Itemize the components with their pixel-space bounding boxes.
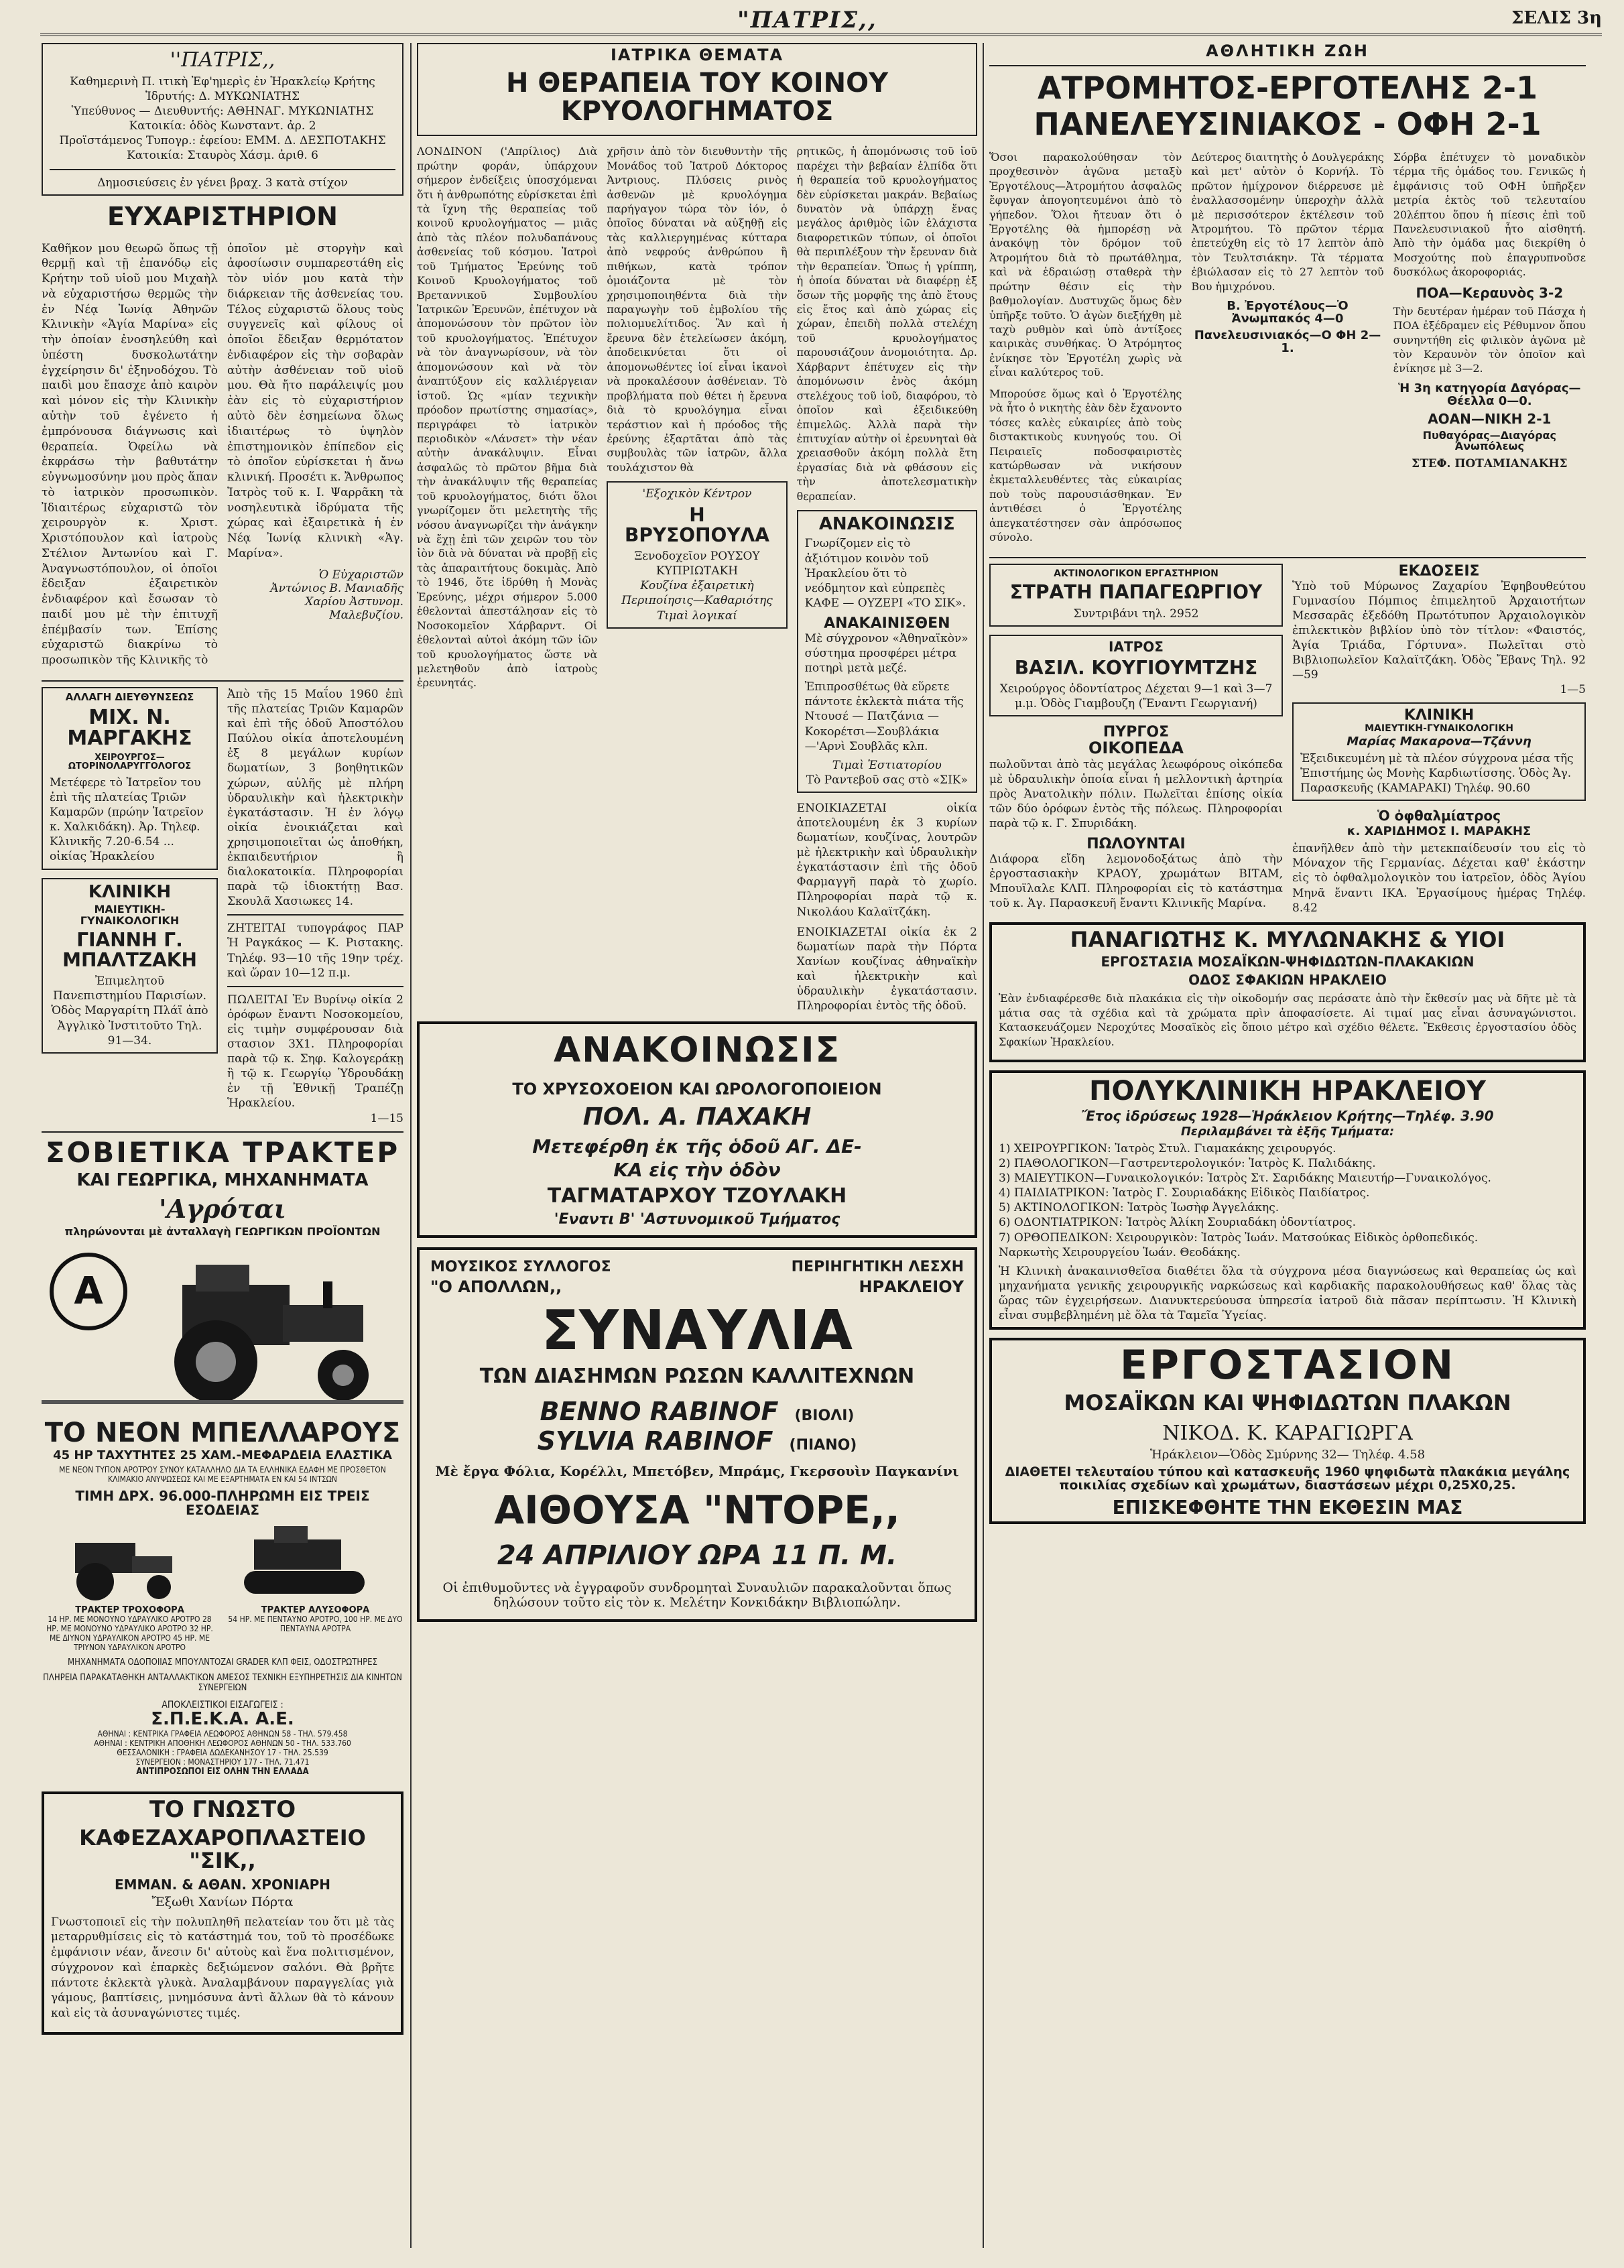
info-line: Κατοικία: Σταυρὸς Χάσμ. ἀριθ. 6 — [127, 149, 318, 163]
clinic-ad — [42, 878, 218, 1054]
masthead-rule — [40, 34, 1602, 36]
performer-a: BENNO RABINOF — [540, 1397, 779, 1427]
sports-headline-b: ΠΑΝΕΛΕΥΣΙΝΙΑΚΟΣ - ΟΦΗ 2-1 — [1034, 106, 1542, 143]
mylonakis-name: ΠΑΝΑΓΙΩΤΗΣ Κ. ΜΥΛΩΝΑΚΗΣ & ΥΙΟΙ — [1070, 926, 1505, 952]
right-classifieds — [989, 564, 1586, 916]
jeweler-notice-title: ΑΝΑΚΟΙΝΩΣΙΣ — [554, 1030, 840, 1071]
xray-name: ΣΤΡΑΤΗ ΠΑΠΑΓΕΩΡΓΙΟΥ — [1009, 581, 1263, 604]
concert-org-a-name: "Ο ΑΠΟΛΛΩΝ,, — [430, 1277, 562, 1297]
tractor-icon — [42, 1245, 403, 1412]
importer-line: ΑΝΤΙΠΡΟΣΩΠΟΙ ΕΙΣ ΟΛΗΝ ΤΗΝ ΕΛΛΑΔΑ — [136, 1766, 309, 1777]
sale-title: ΠΩΛΟΥΝΤΑΙ — [1086, 836, 1186, 853]
info-box-title: ''ΠΑΤΡΙΣ,, — [170, 48, 275, 72]
address-change-title: ΑΛΛΑΓΗ ΔΙΕΥΘΥΝΣΕΩΣ — [65, 690, 194, 703]
mylonakis-ad — [989, 922, 1586, 1062]
concert-org-a: ΜΟΥΣΙΚΟΣ ΣΥΛΛΟΓΟΣ — [430, 1259, 611, 1276]
publications-ref: 1—5 — [1560, 683, 1586, 697]
sports-headline-a: ΑΤΡΟΜΗΤΟΣ-ΕΡΓΟΤΕΛΗΣ 2-1 — [1037, 70, 1538, 107]
sik-notice-text: Γνωρίζομεν εἰς τὸ ἀξιότιμον κοινὸν τοῦ Ἡρακλείου ὅτι τὸ νεόδμητον καὶ εὐπρεπὲς ΚΑΦΕ — ΟΥΖΕΡΙ «ΤΟ ΣΙΚ». — [804, 537, 966, 610]
tractor-farmers: 'Αγρόται — [158, 1194, 287, 1224]
sik-reopen-sign: Τιμαὶ Ἐστιατορίου — [832, 758, 942, 772]
maternity-clinic-ad — [1292, 702, 1586, 801]
clinic-text: Ἐπιμελητοῦ Πανεπιστημίου Παρισίων. Ὁδὸς Μαργαρίτη Πλάϊ ἀπὸ Ἀγγλικὸ Ἰνστιτοῦτο Τηλ. 91—34. — [51, 974, 208, 1048]
sports-text-a: Ὅσοι παρακολούθησαν τὸν προχθεσινὸν ἀγῶνα μεταξὺ Ἐργοτέλους—Ἀτρομήτου ἀσφαλῶς ἔφυγαν ἀπογοητευμένοι ἀπὸ τὸ γήπεδον. Ὅλοι ἤτευαν ὅτι ὁ Ἐργοτέλης θὰ ἠμπορέσῃ νὰ ἀνακόψῃ τὸν δρόμον τοῦ Ἀτρομήτου διὰ τὸ πρωτάθλημα, καὶ νὰ ἐδραιώσῃ σταθερὰ τὴν πρώτην θέσιν εἰς τὴν βαθμολογίαν. Δυστυχῶς ὅμως δὲν ὑπῆρξε τοῦτο. Ὁ ἀγὼν διεξήχθη μὲ ταχὺ ρυθμὸν καὶ ὑπὸ ἀντίξοες καιρικὰς συνθήκας. Ὁ Ἀτρόμητος ἐνίκησε τὸν Ἐργοτέλη χωρὶς νὰ εἶναι καλύτερος τοῦ. — [989, 150, 1182, 379]
dentist-title: ΙΑΤΡΟΣ — [1109, 638, 1164, 655]
concert-title: ΣΥΝΑΥΛΙΑ — [541, 1299, 853, 1363]
importer-line: ΑΘΗΝΑΙ : ΚΕΝΤΡΙΚΑ ΓΡΑΦΕΙΑ ΛΕΩΦΟΡΟΣ ΑΘΗΝΩΝ 58 - ΤΗΛ. 579.458 — [97, 1728, 348, 1739]
tractor-ad — [42, 1135, 403, 1777]
tractor-models — [42, 1523, 403, 1653]
rental-ad: Ἀπὸ τῆς 15 Μαΐου 1960 ἐπὶ τῆς πλατείας Τριῶν Καμαρῶν καὶ ἐπὶ τῆς ὁδοῦ Ἀποστόλου Παύλου οἰκία ἀποτελουμένη ἐξ 8 μεγάλων κυρίων δωματίων, 3 βοηθητικῶν χώρων, αὐλῆς μὲ πλήρη ὑδραυλικὴν καὶ ἠλεκτρικὴν ἐγκατάστασιν. Ἡ ἐν λόγῳ οἰκία ἐνοικιάζεται καὶ χρησιμοποιεῖται ὡς ἀποθήκη, ἐκπαιδευτήριον ἢ διαλοκατοικία. Πληροφορίαι παρὰ τῷ ἰδιοκτήτῃ Βασ. Σκουλᾶ Χασιωκες 14. — [227, 687, 403, 909]
sale-ad: ΠΩΛΕΙΤΑΙ Ἐν Βυρίνῳ οἰκία 2 ὀρόφων ἔναντι Νοσοκομείου, εἰς τιμὴν συμφέρουσαν διὰ στασιον 3Χ1. Πληροφορίαι παρὰ τῷ κ. Σηφ. Καλογεράκῃ ἢ τῷ κ. Γεωργίῳ Ὑδρουδάκῃ ἐν τῇ Ἐθνικῇ Τραπέζῃ Ἡρακλείου. — [227, 993, 403, 1111]
concert-org-b: ΠΕΡΙΗΓΗΤΙΚΗ ΛΕΣΧΗ — [791, 1259, 964, 1276]
performer-b-instrument: (ΠΙΑΝΟ) — [789, 1436, 857, 1454]
info-line: Καθημερινὴ Π. ιτικὴ Ἐφ'ημερὶς ἐν Ἡρακλείῳ Κρήτης — [70, 75, 375, 88]
jeweler-street: ΤΑΓΜΑΤΑΡΧΟΥ ΤΖΟΥΛΑΚΗ — [547, 1184, 847, 1208]
factory-subtitle: ΜΟΣΑΪΚΩΝ ΚΑΙ ΨΗΦΙΔΩΤΩΝ ΠΛΑΚΩΝ — [1064, 1390, 1511, 1416]
medical-article — [417, 43, 977, 136]
masthead — [40, 5, 1602, 34]
tractor-title: ΣΟΒΙΕΤΙΚΑ ΤΡΑΚΤΕΡ — [45, 1135, 400, 1169]
factory-text: ΔΙΑΘΕΤΕΙ τελευταίου τύπου καὶ κατασκευῆς 1960 ψηφιδωτὰ πλακάκια μεγάλης ποικιλίας σχεδίων καὶ χρωμάτων, διαστάσεων μέχρι 0,25Χ0,25. — [1005, 1464, 1570, 1493]
score-result: Β. Ἐργοτέλους—Ὁ Ἀνωμπακός 4—0 — [1227, 299, 1349, 326]
tower-title: ΠΥΡΓΟΣ — [1103, 724, 1170, 741]
spare-parts-text: ΠΛΗΡΕΙΑ ΠΑΡΑΚΑΤΑΘΗΚΗ ΑΝΤΑΛΛΑΚΤΙΚΩΝ ΑΜΕΣΟΣ ΤΕΧΝΙΚΗ ΕΞΥΠΗΡΕΤΗΣΙΣ ΔΙΑ ΚΙΝΗΤΩΝ ΣΥΝΕΡΓΕΙΩΝ — [43, 1673, 402, 1694]
score-result: Ἡ 3η κατηγορία Δαγόρας—Θέελλα 0—0. — [1398, 381, 1581, 408]
medical-section: ΙΑΤΡΙΚΑ ΘΕΜΑΤΑ — [610, 46, 784, 64]
ophthalmologist-name: κ. ΧΑΡΙΔΗΜΟΣ Ι. ΜΑΡΑΚΗΣ — [1347, 824, 1532, 839]
crawler-tractor-text: 54 ΗΡ. ΜΕ ΠΕΝΤΑΥΝΟ ΑΡΟΤΡΟ, 100 ΗΡ. ΜΕ ΔΥΟ ΠΕΝΤΑΥΝΑ ΑΡΟΤΡΑ — [228, 1615, 403, 1634]
clinic-title: ΚΛΙΝΙΚΗ — [88, 881, 172, 902]
sports-signature: ΣΤΕΦ. ΠΟΤΑΜΙΑΝΑΚΗΣ — [1412, 457, 1568, 471]
thanks-title: ΕΥΧΑΡΙΣΤΗΡΙΟΝ — [107, 201, 338, 231]
cafe-name: ΚΑΦΕΖΑΧΑΡΟΠΛΑΣΤΕΙΟ "ΣΙΚ,, — [79, 1825, 366, 1873]
column-1 — [42, 43, 403, 2043]
polyclinic-department: 5) ΑΚΤΙΝΟΛΟΓΙΚΟΝ: Ἰατρὸς Ἰωσὴφ Ἀγγελάκης. — [999, 1201, 1279, 1215]
sik-notice-title: ΑΝΑΚΟΙΝΩΣΙΣ — [818, 514, 955, 535]
polyclinic-department: 4) ΠΑΙΔΙΑΤΡΙΚΟΝ: Ἰατρὸς Γ. Σουριαδάκης Εἰδικὸς Παιδίατρος. — [999, 1186, 1370, 1200]
thanks-sign-name: Ἀντώνιος Β. Μανιαδῆς Χαρίου Ἀστυνομ. Μαλεβυζίου. — [270, 581, 403, 622]
jeweler-line-c: Μετεφέρθη ἐκ τῆς ὁδοῦ ΑΓ. ΔΕ- — [532, 1135, 862, 1157]
concert-program: Μὲ ἔργα Φόλια, Κορέλλι, Μπετόβεν, Μπράμς, Γκερσουὶν Παγκανίνι — [435, 1462, 959, 1479]
xray-ad — [989, 564, 1283, 627]
sports-section: ΑΘΛΗΤΙΚΗ ΖΩΗ — [1206, 43, 1369, 60]
cafe-location: Ἔξωθι Χανίων Πόρτα — [151, 1894, 294, 1909]
sik-reopen-text: Μὲ σύγχρονον «Ἀθηναϊκὸν» σύστημα προσφέρει μέτρα ποτηρὶ μετὰ μεζέ. — [804, 631, 969, 676]
publications-title: ΕΚΔΟΣΕΙΣ — [1398, 562, 1480, 580]
cafe-text: Γνωστοποιεῖ εἰς τὴν πολυπληθῆ πελατείαν του ὅτι μὲ τὰς μεταρρυθμίσεις εἰς τὸ κατάστημά του, τοῦ τὸ προσέδωκε ἐμφάνισιν νέαν, ἄνεσιν δι' αὐτοὺς καὶ ἕνα πολιτισμένον, σύγχρονον καὶ ἐπαρκὲς δεξιώμενον σαλόνι. Θὰ βρῆτε πάντοτε ἐκλεκτὰ γλυκὰ. Ἀναλαμβάνουν παραγγελίας γιὰ γάμους, βαπτίσεις, μνημόσυνα ἀντὶ ἄλλων θὰ τὸ κάνουν καὶ εἰς τὰ ἀσυναγώνιστες τιμές. — [51, 1915, 394, 2021]
maternity-clinic-subtitle: ΜΑΙΕΥΤΙΚΗ-ΓΥΝΑΙΚΟΛΟΓΙΚΗ — [1365, 722, 1513, 734]
concert-subscription: Οἱ ἐπιθυμοῦντες νὰ ἐγγραφοῦν συνδρομηταὶ Συναυλιῶν παρακαλοῦνται ὅπως δηλώσουν τοῦτο εἰς τὸν κ. Μελέτην Κονκιδάκην Βιβλιοπώλην. — [442, 1580, 952, 1610]
clinic-subtitle: ΜΑΙΕΥΤΙΚΗ-ΓΥΝΑΙΚΟΛΟΓΙΚΗ — [80, 902, 180, 927]
info-line: Ἱδρυτής: Δ. ΜΥΚΩΝΙΑΤΗΣ — [145, 90, 300, 104]
polyclinic-department: 2) ΠΑΘΟΛΟΓΙΚΟΝ—Γαστρεντερολογικόν: Ἰατρὸς Κ. Παλιδάκης. — [999, 1157, 1376, 1171]
importer-name: Σ.Π.Ε.Κ.Α. Α.Ε. — [151, 1709, 294, 1730]
medical-text-b: χρῆσιν ἀπὸ τὸν διευθυντὴν τῆς Μονάδος τοῦ Ἰατροῦ Δόκτορος Ἀντριους. Πλύσεις ρινὸς ἀσθενῶν μὲ κρυολόγημα παρήγαγον τώρα τὸν ἰόν, ὁ ὁποῖος δύναται νὰ αὐξηθῇ εἰς τὰς καλλιεργημένας κύτταρα ἀπὸ νεφρούς ἀνθρώπου ἢ πιθήκων, κατὰ τρόπον ὁμοιάζοντα μὲ τὸν χρησιμοποιηθέντα διὰ τὴν παραγωγὴν τοῦ ἐμβολίου τῆς πολιομυελίτιδος. Ἂν καὶ ἡ ἔρευνα δὲν ἐτελείωσεν ἀκόμη, ἀποδεικνύεται ὅτι οἱ ἀπομονωθέντες ἰοί εἶναι ἱκανοὶ νὰ προκαλέσουν ἀσθένειαν. Τὸ προβλήματα ποὺ θέτει ἡ ἔρευνα διὰ τὸ κρυολόγημα εἶναι τεράστιον καὶ ἡ πρόοδος τῆς ἐρεύνης ἐξαρτᾶται ἀπὸ τὰς συμβουλὰς τῶν ἰατρῶν, ἄλλα τουλάχιστον θὰ — [607, 145, 788, 474]
jeweler-location: 'Εναντι Β' 'Αστυνομικοῦ Τμήματος — [554, 1211, 840, 1228]
wheeled-tractor-title: ΤΡΑΚΤΕΡ ΤΡΟΧΟΦΟΡΑ — [75, 1604, 184, 1615]
tractor-payment: πληρώνονται μὲ ἀνταλλαγὴ ΓΕΩΡΓΙΚΩΝ ΠΡΟΪΟΝΤΩΝ — [64, 1225, 381, 1238]
rent-ad-a: ΕΝΟΙΚΙΑΖΕΤΑΙ οἰκία ἀποτελουμένη ἐκ 3 κυρίων δωματίων, κουζίνας, λουτρῶν μὲ ἠλεκτρικὴν καὶ ὑδραυλικὴν ἐγκατάστασιν ἐπὶ τῆς ὁδοῦ Φαρμαγγῆ παρὰ τὸ χωρίο. Πληροφορίαι παρὰ τῷ κ. Νικολάου Καλαϊτζάκη. — [796, 801, 977, 919]
concert-date: 24 ΑΠΡΙΛΙΟΥ ΩΡΑ 11 Π. Μ. — [497, 1539, 897, 1571]
concert-subtitle: ΤΩΝ ΔΙΑΣΗΜΩΝ ΡΩΣΩΝ ΚΑΛΛΙΤΕΧΝΩΝ — [479, 1364, 915, 1388]
column-rule — [983, 43, 984, 2248]
importer-label: ΑΠΟΚΛΕΙΣΤΙΚΟΙ ΕΙΣΑΓΩΓΕΙΣ : — [162, 1700, 284, 1711]
dentist-text: Χειρούργος ὀδοντίατρος Δέχεται 9—1 καὶ 3—7 μ.μ. Ὁδὸς Γιαμβουζη (Ἔναντι Γεωργιανή) — [999, 682, 1273, 711]
polyclinic-ad — [989, 1070, 1586, 1330]
jeweler-name: ΠΟΛ. Α. ΠΑΧΑΚΗ — [582, 1103, 812, 1131]
medical-headline: Η ΘΕΡΑΠΕΙΑ ΤΟΥ ΚΟΙΝΟΥ ΚΡΥΟΛΟΓΗΜΑΤΟΣ — [505, 68, 889, 127]
info-line: Κατοικία: ὁδὸς Κωνσταντ. ἀρ. 2 — [129, 119, 316, 133]
polyclinic-department: 7) ΟΡΘΟΠΕΔΙΚΟΝ: Χειρουργικὸν: Ἰατρὸς Ἰωάν. Ματσούκας Εἰδικὸς ὀρθοπεδικός. — [999, 1231, 1479, 1245]
column-center — [417, 43, 977, 1630]
column-rule — [410, 43, 412, 2248]
plots-title: ΟΙΚΟΠΕΔΑ — [1088, 739, 1184, 758]
dentist-ad — [989, 635, 1283, 717]
concert-venue: ΑΙΘΟΥΣΑ "ΝΤΟΡΕ,, — [494, 1487, 900, 1533]
wheeled-tractor-text: 14 ΗΡ. ΜΕ ΜΟΝΟΥΝΟ ΥΔΡΑΥΛΙΚΟ ΑΡΟΤΡΟ 28 ΗΡ. ΜΕ ΜΟΝΟΥΝΟ ΥΔΡΑΥΛΙΚΟ ΑΡΟΤΡΟ 32 ΗΡ. ΜΕ ΔΙΥΝΟΝ ΥΔΡΑΥΛΙΚΟΝ ΑΡΟΤΡΟ 45 ΗΡ. ΜΕ ΤΡΙΥΝΟΝ ΥΔΡΑΥΛΙΚΟΝ ΑΡΟΤΡΟ — [46, 1615, 213, 1653]
concert-org-b-city: ΗΡΑΚΛΕΙΟΥ — [859, 1277, 964, 1297]
polyclinic-departments-label: Περιλαμβάνει τὰ ἑξῆς Τμήματα: — [1180, 1125, 1395, 1139]
concert-ad — [417, 1247, 977, 1622]
xray-address: Συντριβάνι τηλ. 2952 — [1073, 607, 1199, 621]
jeweler-line-d: ΚΑ εἰς τὴν ὁδὸν — [613, 1159, 781, 1182]
ophthalmologist-text: ἐπανῆλθεν ἀπὸ τὴν μετεκπαίδευσίν του εἰς τὸ Μόναχον τῆς Γερμανίας. Δέχεται καθ' ἑκάστην εἰς τὸ ὀφθαλμολογικὸν του ἰατρεῖον, ὁδὸς Ἁγίου Μηνᾶ ἔναντι ΙΚΑ. Ἐργασίμους ἡμέρας Τηλέφ. 8.42 — [1292, 842, 1586, 915]
score-result: Πανελευσινιακός—Ο ΦΗ 2—1. — [1194, 328, 1381, 355]
road-machinery-text: ΜΗΧΑΝΗΜΑΤΑ ΟΔΟΠΟΙΙΑΣ ΜΠΟΥΛΝΤΟΖΑΙ GRADER ΚΛΠ ΦΕΙΣ, ΟΔΟΣΤΡΩΤΗΡΕΣ — [68, 1657, 377, 1668]
address-change-text: Μετέφερε τὸ Ἰατρεῖον του ἐπὶ τῆς πλατείας Τριῶν Καμαρῶν (πρώην Ἰατρεῖον κ. Χαλκιδάκη). Ἀρ. Τηλεφ. Κλινικῆς 7.20-6.54 ... οἰκίας Ἡρακλείου — [50, 776, 204, 864]
masthead-title: "ΠΑΤΡΙΣ,, — [737, 7, 877, 34]
score-text: Τὴν δευτέραν ἡμέραν τοῦ Πάσχα ἡ ΠΟΑ ἐξέδραμεν εἰς Ρέθυμνον ὅπου συνηντήθη εἰς φιλικὸν ἀγῶνα μὲ τὸν Κεραυνὸν τὸν ὁποῖον καὶ ἐνίκησε μὲ 3—2. — [1393, 304, 1586, 375]
page-number: ΣΕΛΙΣ 3η — [1511, 8, 1602, 28]
performer-b: SYLVIA RABINOF — [537, 1426, 773, 1456]
polyclinic-department: Ναρκωτὴς Χειρουργείου Ἰωάν. Θεοδάκης. — [999, 1245, 1241, 1259]
sik-notice — [797, 510, 977, 793]
crawler-tractor-icon — [227, 1523, 381, 1603]
sports-text-d: Σόρβα ἐπέτυχεν τὸ μοναδικὸν τέρμα τῆς ὁμάδος του. Γενικῶς ἡ ἐμφάνισις τοῦ ΟΦΗ ὑπῆρξεν μετρία ἐκτὸς τοῦ τελευταίου 20λέπτου ὅπου ἡ πίεσις ἐπὶ τοῦ Πανελευσινιακοῦ ἦτο αἰσθητή. Ἀπὸ τὴν ὁμάδα μας διεκρίθη ὁ Μοσχούτης ποὺ ἐπαγρυπνοῦσε δυσκόλως ἀκοροφοριάς. — [1393, 150, 1586, 279]
maternity-clinic-text: Ἐξειδικευμένη μὲ τὰ πλέον σύγχρονα μέσα τῆς Ἐπιστήμης ὡς Μονὴς Καρδιωτίσσης. Ὁδὸς Ἀγ. Παρασκευῆς (ΚΑΜΑΡΑΚΙ) Τηλέφ. 90.60 — [1300, 752, 1574, 796]
sports-text-c: Δεύτερος διαιτητὴς ὁ Δουλγεράκης καὶ μετ' αὐτὸν ὁ Κορνήλ. Τὸ πρῶτον ἡμίχρονον διέρρευσε μὲ ἐναλλασσομένην ὑπεροχὴν ἀλλὰ μὲ περισσότερον ἐκτέλεσιν τοῦ Ἀτρομήτου. Τὸ πρῶτον τέρμα ἐπετεύχθη εἰς τὸ 17 λεπτὸν ἀπὸ τὸν Τευλτσιάκην. Τὰ τέρματα ἐβιώλασαν εἰς τὸ 27 λεπτὸν τοῦ Βου ἡμιχρόνου. — [1191, 150, 1384, 293]
jeweler-line-a: ΤΟ ΧΡΥΣΟΧΟΕΙΟΝ ΚΑΙ ΩΡΟΛΟΓΟΠΟΙΕΙΟΝ — [512, 1079, 882, 1098]
tractor-spec: 45 ΗΡ ΤΑΧΥΤΗΤΕΣ 25 ΧΑΜ.-ΜΕΦΑΡΔΕΙΑ ΕΛΑΣΤΙΚΑ — [53, 1448, 392, 1462]
address-change-ad — [42, 687, 218, 870]
rent-ad-b: ΕΝΟΙΚΙΑΖΕΤΑΙ οἰκία ἐκ 2 δωματίων παρὰ τὴν Πόρτα Χανίων κουζίνας ἀθηναϊκὴν καὶ ἠλεκτρικὴν καὶ ὑδραυλικὴν ἐγκατάστασιν. Πληροφορίαι ἐντὸς τῆς ὁδοῦ. — [796, 925, 977, 1013]
bar-ad-text: Κουζίνα ἐξαιρετικὴ Περιποίησις—Καθαριότης Τιμαὶ λογικαί — [621, 579, 773, 623]
polyclinic-title: ΠΟΛΥΚΛΙΝΙΚΗ ΗΡΑΚΛΕΙΟΥ — [1089, 1076, 1486, 1107]
thanks-text-a: Καθῆκον μου θεωρῶ ὅπως τῇ θερμῇ καὶ τῇ ἐπανόδῳ εἰς Κρήτην τοῦ υἱοῦ μου Μιχαὴλ νὰ εὐχαριστήσω θερμῶς τὴν ἐν Νέᾳ Ἰωνίᾳ Ἀθηνῶν Κλινικὴν «Ἁγία Μαρίνα» εἰς τὴν ὁποίαν ἐνοσηλεύθη καὶ ὑπέστη δυσκολωτάτην ἐγχείρησιν δι' ἐξηνοδόχου. Τὸ παιδὶ μου ἔπασχε ἀπὸ καιρὸν καὶ μόνον εἰς τὴν Κλινικὴν αὐτὴν τοῦ ἐγένετο ἡ ἐμπρόνουσα διάγνωσις καὶ θεραπεία. Ὀφείλω νὰ ἐκφράσω τὴν βαθυτάτην εὐγνωμοσύνην μου πρὸς ἅπαν τὸ ἰατρικὸν προσωπικὸν. Ἰδιαιτέρως εὐχαριστῶ τὸν χειρουργὸν κ. Χριστ. Χριστόπουλον καὶ ἰατροὺς Στέλιον Ἀντωνίου καὶ Γ. Ἀναγνωστόπουλον, οἱ ὁποῖοι ἔδειξαν ἐξαιρετικὸν ἐνδιαφέρον καὶ ἔσωσαν τὸ παιδί μου μὲ τὴν ἐπιτυχῆ ἐπέμβασίν των. Ἐπίσης εὐχαριστῶ διακρίνω τὸ προσωπικὸν τῆς Κλινικῆς τὸ — [42, 241, 218, 668]
sik-reopen-title: ΑΝΑΚΑΙΝΙΣΘΕΝ — [824, 615, 950, 632]
sale-text: Διάφορα εἴδη λεμονοδοξάτως ἀπὸ τὴν ἐργοστασιακὴν ΚΡΑΟΥ, χρωμάτων ΒΙΤΑΜ, Μπουϊλαλε ΚΛΠ. Πληροφορίαι εἰς τὸ κατάστημα τοῦ κ. Ἀγ. Παρασκευῆ ἔναντι Κλινικῆς Μαρίνα. — [989, 853, 1283, 911]
plots-text: πωλοῦνται ἀπὸ τὰς μεγάλας λεωφόρους οἰκόπεδα μὲ ὑδραυλικὴν ὁποία εἶναι ἡ μελλοντικὴ ἀρτηρία πρὸς Ἀνατολικὴν πόλιν. Πωλεῖται ἐπίσης οἰκία τῶν δύο ὀρόφων ἐντὸς τῆς πόλεως. Πληροφορίαι παρὰ τῷ κ. Γ. Σπυριδάκη. — [989, 757, 1283, 830]
sale-ad-ref: 1—15 — [370, 1111, 403, 1125]
crawler-tractor-title: ΤΡΑΚΤΕΡ ΑΛΥΣΟΦΟΡΑ — [261, 1604, 370, 1615]
thanks-text-b: ὁποῖον μὲ στοργὴν καὶ ἀφοσίωσιν συμπαρεστάθη εἰς τὸν υἱόν μου κατὰ τὴν διάρκειαν τῆς ἀσθενείας του. Τέλος εὐχαριστῶ ὅλους τοὺς συγγενεῖς καὶ φίλους οἱ ὁποῖοι ἔδειξαν θερμότατον ἐνδιαφέρον εἰς τὴν σοβαρὰν αὐτὴν ἀσθένειαν τοῦ υἱοῦ μου. Θὰ ἤτο παράλειψίς μου ἐὰν εἰς τὸ εὐχαριστήριον αὐτὸ δὲν ἐσημείωνα ὅλως ἰδιαιτέρως τὸ ὑψηλὸν ἐπιστημονικὸν ἐπίπεδον εἰς τὸ ὁποῖον εὑρίσκεται ἡ ἄνω κλινική. Προσέτι κ. Ἄνθρωπος Ἰατρὸς τοῦ κ. Ι. Ψαρρᾶκη τὰ νοσηλευτικὰ ἰδρύματα τῆς χώρας καὶ ἐξαιρετικὰ ἡ ἐν Νέᾳ Ἰωνίᾳ κλινικὴ «Ἁγ. Μαρίνα». — [227, 241, 403, 560]
tractor-price: ΤΙΜΗ ΔΡΧ. 96.000-ΠΛΗΡΩΜΗ ΕΙΣ ΤΡΕΙΣ ΕΣΟΔΕΙΑΣ — [75, 1487, 370, 1518]
score-result: ΑΟΑΝ—ΝΙΚΗ 2-1 — [1428, 410, 1552, 427]
tractor-new-model: ΤΟ ΝΕΟΝ ΜΠΕΛΛΑΡΟΥΣ — [44, 1417, 401, 1448]
ophthalmologist-title: Ὁ ὀφθαλμίατρος — [1377, 808, 1501, 824]
mylonakis-address: ΟΔΟΣ ΣΦΑΚΙΩΝ ΗΡΑΚΛΕΙΟ — [1188, 972, 1387, 989]
cafe-ad — [42, 1791, 403, 2035]
polyclinic-department: 1) ΧΕΙΡΟΥΡΓΙΚΟΝ: Ἰατρὸς Στυλ. Γιαμακάκης χειρουργός. — [999, 1141, 1336, 1155]
medical-body — [417, 144, 977, 1013]
sik-reopen-close: Τὸ Ραντεβοῦ σας στὸ «ΣΙΚ» — [806, 773, 968, 787]
tractor-spec-detail: ΜΕ ΝΕΟΝ ΤΥΠΟΝ ΑΡΟΤΡΟΥ ΣΥΝΟΥ ΚΑΤΑΛΛΗΛΟ ΔΙΑ ΤΑ ΕΛΛΗΝΙΚΑ ΕΔΑΦΗ ΜΕ ΠΡΟΣΘΕΤΟΝ ΚΛΙΜΑΚΙΟ ΑΝΥΨΩΣΕΩΣ ΚΑΙ ΜΕ ΕΞΑΡΤΗΜΑΤΑ ΕΝ ΚΑΙ 54 ΙΝΤΣΩΝ — [59, 1464, 386, 1484]
factory-visit: ΕΠΙΣΚΕΦΘΗΤΕ ΤΗΝ ΕΚΘΕΣΙΝ ΜΑΣ — [1112, 1496, 1463, 1519]
info-line: Προϊστάμενος Τυπογρ.: ἐφείου: ΕΜΜ. Δ. ΔΕΣΠΟΤΑΚΗΣ — [59, 134, 386, 148]
factory-owner: ΝΙΚΟΔ. Κ. ΚΑΡΑΓΙΩΡΓΑ — [1162, 1421, 1413, 1445]
wheeled-tractor-icon — [42, 1523, 196, 1603]
thanks-article — [42, 241, 403, 675]
medical-text-a: ΛΟΝΔΙΝΟΝ ('Απρίλιος) Διὰ πρώτην φοράν, ὑπάρχουν σήμερον ἐνδείξεις ὑποσχόμεναι ὅτι ἡ ἀνθρωπότης εὑρίσκεται ἐπὶ τὰ ἴχνη τῆς θεραπείας τοῦ κοινοῦ κρυολογήματος — μιᾶς ἀπὸ τὰς πλέον πολυδαπάνους ἀσθενείας τοῦ κόσμου. Ἰατροὶ τοῦ Τμήματος Ἐρεύνης τοῦ Κοινοῦ Κρυολογήματος τοῦ Βρεταννικοῦ Συμβουλίου Ἰατρικῶν Ἐρευνῶν, ἐπέτυχον νὰ ἀπομονώσουν τὸν πρῶτον ἰὸν τοῦ κρυολογήματος. Ἐπέτυχον νὰ τὸν ἀναγνωρίσουν, νὰ τὸν ἀπομονώσουν καὶ νὰ τὸν ἀναπτύξουν εἰς καλλιέργειαν ἱστοῦ. Ὡς «μίαν τεχνικὴν πρόοδον πρωτίστης σημασίας», περιγράφει τὸ ἰατρικὸν περιοδικὸν «Λάνσετ» τὴν νέαν αὐτὴν ἀνακάλυψιν. Εἶναι ἀσφαλῶς τὸ πρῶτον βῆμα διὰ τὴν ἀνακάλυψιν τῆς θεραπείας τοῦ κρυολογήματος, διότι ὅλοι γνωρίζομεν ὅτι μελετητὴς τῆς νόσου ἀναγνωρίζει τὴν ἀνάγκην νὰ ἔχῃ ἐπὶ τῶν χειρῶν του τὸν ἰὸν διὰ νὰ δύναται νὰ προβῇ εἰς τὰς ἀπαραιτήτους δοκιμὰς. Ἀπὸ τὸ 1946, ὅτε ἱδρύθη ἡ Μονὰς Ἐρεύνης, μέχρι σήμερον 5.000 ἐθελονταὶ ἀπεστάλησαν εἰς τὸ Νοσοκομεῖον Χάρβαρντ. Οἱ ἐθελονταὶ αὐτοὶ ἀκόμη τῶν ἰῶν τοῦ κρυολογήματος ὥστε νὰ μελετηθοῦν ἀπὸ ἰατροὺς ἐρευνητάς. — [417, 145, 598, 690]
maternity-clinic-title: ΚΛΙΝΙΚΗ — [1403, 707, 1475, 724]
sports-text-b: Μπορούσε ὅμως καὶ ὁ Ἐργοτέλης νὰ ἦτο ὁ νικητὴς ἐὰν δὲν ἔχανοντο τόσες καλὲς εὐκαιρίες ἀπὸ τοὺς διστακτικοὺς κυνηγούς του. Οἱ Πειραιεῖς ποδοσφαιριστὲς κατώρθωσαν νὰ νικήσουν ἐκμεταλλευθέντες τὰς εὐκαιρίας ποὺ τοὺς παρουσιάσθηκαν. Ἐν ἀντιθέσει ὁ Ἐργοτέλης ἀπεγκατέστησεν σὰν ἀπρόσωπος σύνολο. — [989, 387, 1182, 544]
jeweler-ad — [417, 1021, 977, 1238]
polyclinic-text: Ἡ Κλινικὴ ἀνακαινισθεῖσα διαθέτει ὅλα τὰ σύγχρονα μέσα διαγνώσεως καὶ θεραπείας ὡς καὶ μηχανήματα γενικῆς χειρουργικῆς ναρκώσεως καὶ καρδιακῆς παρακολουθήσεως καθ' ὅλας τὰς ὥρας τῶν ἐγχειρήσεων. Διανυκτερεύουσα ὑπηρεσία ἰατροῦ διὰ πᾶσαν περίπτωσιν. Ἡ Κλινικὴ εἶναι συμβεβλημένη μὲ ὅλα τὰ Ταμεῖα Ὑγείας. — [999, 1264, 1576, 1323]
masthead-info-box — [42, 43, 403, 196]
performer-a-instrument: (ΒΙΟΛΙ) — [794, 1407, 855, 1425]
thanks-sign-label: Ὁ Εὐχαριστῶν — [318, 568, 403, 582]
wanted-ad: ΖΗΤΕΙΤΑΙ τυπογράφος ΠΑΡ Ἡ Ραγκάκος — Κ. Ριστακης. Τηλέφ. 93—10 τῆς 19ην τρέχ. καὶ ὥραν 10—12 π.μ. — [227, 922, 403, 980]
doctor-name: ΜΙΧ. Ν. ΜΑΡΓΑΚΗΣ — [67, 705, 192, 751]
info-line: Δημοσιεύσεις ἐν γένει βραχ. 3 κατὰ στίχον — [97, 176, 348, 190]
karagiorgas-ad — [989, 1338, 1586, 1524]
bar-ad-owner: Ξενοδοχεῖον ΡΟΥΣΟΥ ΚΥΠΡΙΩΤΑΚΗ — [634, 550, 760, 578]
factory-address: Ἡράκλειον—Ὁδὸς Σμύρνης 32— Τηλέφ. 4.58 — [1149, 1447, 1426, 1462]
dentist-name: ΒΑΣΙΛ. ΚΟΥΓΙΟΥΜΤΖΗΣ — [1014, 656, 1258, 679]
bar-ad-intro: 'Εξοχικὸν Κέντρον — [642, 487, 752, 501]
column-right — [989, 43, 1586, 1532]
importer-line: ΑΘΗΝΑΙ : ΚΕΝΤΡΙΚΗ ΑΠΟΘΗΚΗ ΛΕΩΦΟΡΟΣ ΑΘΗΝΩΝ 50 - ΤΗΛ. 533.760 — [94, 1738, 351, 1748]
polyclinic-founded: Ἔτος ἱδρύσεως 1928—Ἡράκλειον Κρήτης—Τηλέφ. 3.90 — [1081, 1108, 1494, 1125]
score-result: ΠΟΑ—Κεραυνὸς 3-2 — [1416, 284, 1564, 301]
bar-ad — [607, 481, 787, 628]
tractor-subtitle: ΚΑΙ ΓΕΩΡΓΙΚΑ, ΜΗΧΑΝΗΜΑΤΑ — [76, 1170, 369, 1190]
polyclinic-department: 6) ΟΔΟΝΤΙΑΤΡΙΚΟΝ: Ἰατρὸς Ἀλίκη Σουριαδάκη ὀδοντίατρος. — [999, 1216, 1356, 1230]
factory-title: ΕΡΓΟΣΤΑΣΙΟΝ — [1119, 1342, 1456, 1389]
clinic-name: ΓΙΑΝΝΗ Γ. ΜΠΑΛΤΖΑΚΗ — [62, 929, 197, 971]
tractor-illustration — [42, 1245, 403, 1412]
score-result: Πυθαγόρας—Διαγόρας Ἀνωπόλεως — [1422, 428, 1557, 453]
polyclinic-department: 3) ΜΑΙΕΥΤΙΚΟΝ—Γυναικολογικόν: Ἰατρὸς Στ. Σαριδάκης Μαιευτήρ—Γυναικολόγος. — [999, 1172, 1491, 1186]
importer-line: ΘΕΣΣΑΛΟΝΙΚΗ : ΓΡΑΦΕΙΑ ΔΩΔΕΚΑΝΗΣΟΥ 17 - ΤΗΛ. 25.539 — [117, 1747, 328, 1757]
doctor-specialty: ΧΕΙΡΟΥΡΓΟΣ—ΩΤΟΡΙΝΟΛΑΡΥΓΓΟΛΟΓΟΣ — [68, 752, 192, 772]
mylonakis-factories: ΕΡΓΟΣΤΑΣΙΑ ΜΟΣΑΪΚΩΝ-ΨΗΦΙΔΩΤΩΝ-ΠΛΑΚΑΚΙΩΝ — [1101, 954, 1475, 970]
bar-ad-name: Η ΒΡΥΣΟΠΟΥΛΑ — [625, 504, 769, 546]
cafe-intro: ΤΟ ΓΝΩΣΤΟ — [149, 1796, 296, 1823]
maternity-clinic-name: Μαρίας Μακαρονα—Τζάννη — [1347, 735, 1532, 749]
publications-text: Ὑπὸ τοῦ Μύρωνος Ζαχαρίου Ἐφηβουθεύτου Γυμνασίου Πόμπιος ἐπιμελητοῦ Ἀρχαιοτήτων Μεσσαρᾶς ἐξεδόθη Πρωτότυπον Ἀρχαιολογικὸν ἐπιλεκτικὸν βιβλίον ὑπὸ τὸν τίτλον: «Φαιστός, Ἁγία Τριάδα, Γόρτυνα». Πωλεῖται στὸ Βιβλιοπωλεῖον Καλαϊτζάκη. Ὁδὸς Ἔβανς Τηλ. 92—59 — [1292, 579, 1586, 682]
xray-title: ΑΚΤΙΝΟΛΟΓΙΚΟΝ ΕΡΓΑΣΤΗΡΙΟΝ — [1054, 568, 1219, 579]
sports-body — [989, 150, 1586, 552]
mylonakis-text: Ἐὰν ἐνδιαφέρεσθε διὰ πλακάκια εἰς τὴν οἰκοδομήν σας περάσατε ἀπὸ τὴν ἔκθεσίν μας νὰ δῆτε μὲ τὰ μάτια σας τὰ σχέδια καὶ τὰ χρώματα πρὶν ἀποφασίσετε. Αἱ τιμαί μας εἶναι ἀσυναγώνιστοι. Κατασκευάζομεν Νεροχύτες Μοσαϊκὸς εἰς ὅποιο μέτρο καὶ σχέδιο θέλετε. Ἔκθεσις ἐργοστασίου ὁδὸς Σφακίων Ἡρακλείου. — [999, 992, 1576, 1048]
classifieds-row — [42, 687, 403, 1126]
sik-reopen-menu: Ἐπιπροσθέτως θὰ εὕρετε πάντοτε ἐκλεκτὰ πιάτα τῆς Ντουσέ — Πατζάνια — Κοκορέτσι—Σουβλάκια—'Αρνὶ Σουβλᾶς κλπ. — [804, 680, 964, 753]
medical-text-c: ρητικῶς, ἡ ἀπομόνωσις τοῦ ἰοῦ παρέχει τὴν βεβαίαν ἐλπίδα ὅτι ἡ θεραπεία τοῦ κρυολογήματος δὲν εὑρίσκεται μακράν. Βεβαίως δυνατὸν νὰ ὑπάρχῃ ἕνας μεγάλος ἀριθμὸς ἰῶν ἐλάχιστα διαφορετικῶν τύπων, οἱ ὁποῖοι θὰ περιπλέξουν τὴν ἔρευναν διὰ τὴν θεραπείαν. Ὅπως ἡ γρίππη, ἡ ὁποία δύναται νὰ διαφέρῃ ἐξ ὅσων τῆς μορφῆς της ἀπὸ ἔτους εἰς ἔτος καὶ ἀπὸ χώρας εἰς χώραν, ἐπειδὴ πολλὰ στελέχη τοῦ κρυολογήματος παρουσιάζουν ἀνομοιότητα. Δρ. Χάρβαρντ ἐπέτυχεν εἰς τὴν ἀπομόνωσιν ἑνὸς ἀκόμη στελέχους τοῦ ἰοῦ, διαφόρου, τὸ ὁποῖον καὶ ἐξειδικεύθη ἐπιμελῶς. Ἀλλὰ παρὰ τὴν ἐπιτυχίαν αὐτὴν οἱ ἐρευνηταὶ θὰ χρειασθοῦν ἀκόμη πολλὰ ἔτη ἐργασίας διὰ νὰ φθάσουν εἰς τὴν ἀποτελεσματικὴν θεραπείαν. — [796, 145, 977, 503]
importer-line: ΣΥΝΕΡΓΕΙΟΝ : ΜΟΝΑΣΤΗΡΙΟΥ 177 - ΤΗΛ. 71.471 — [135, 1757, 310, 1767]
svg-text:A: A — [74, 1269, 103, 1313]
cafe-owners: ΕΜΜΑΝ. & ΑΘΑΝ. ΧΡΟΝΙΑΡΗ — [114, 1876, 331, 1893]
info-line: Ὑπεύθυνος — Διευθυντής: ΑΘΗΝΑΓ. ΜΥΚΩΝΙΑΤΗΣ — [71, 105, 374, 119]
